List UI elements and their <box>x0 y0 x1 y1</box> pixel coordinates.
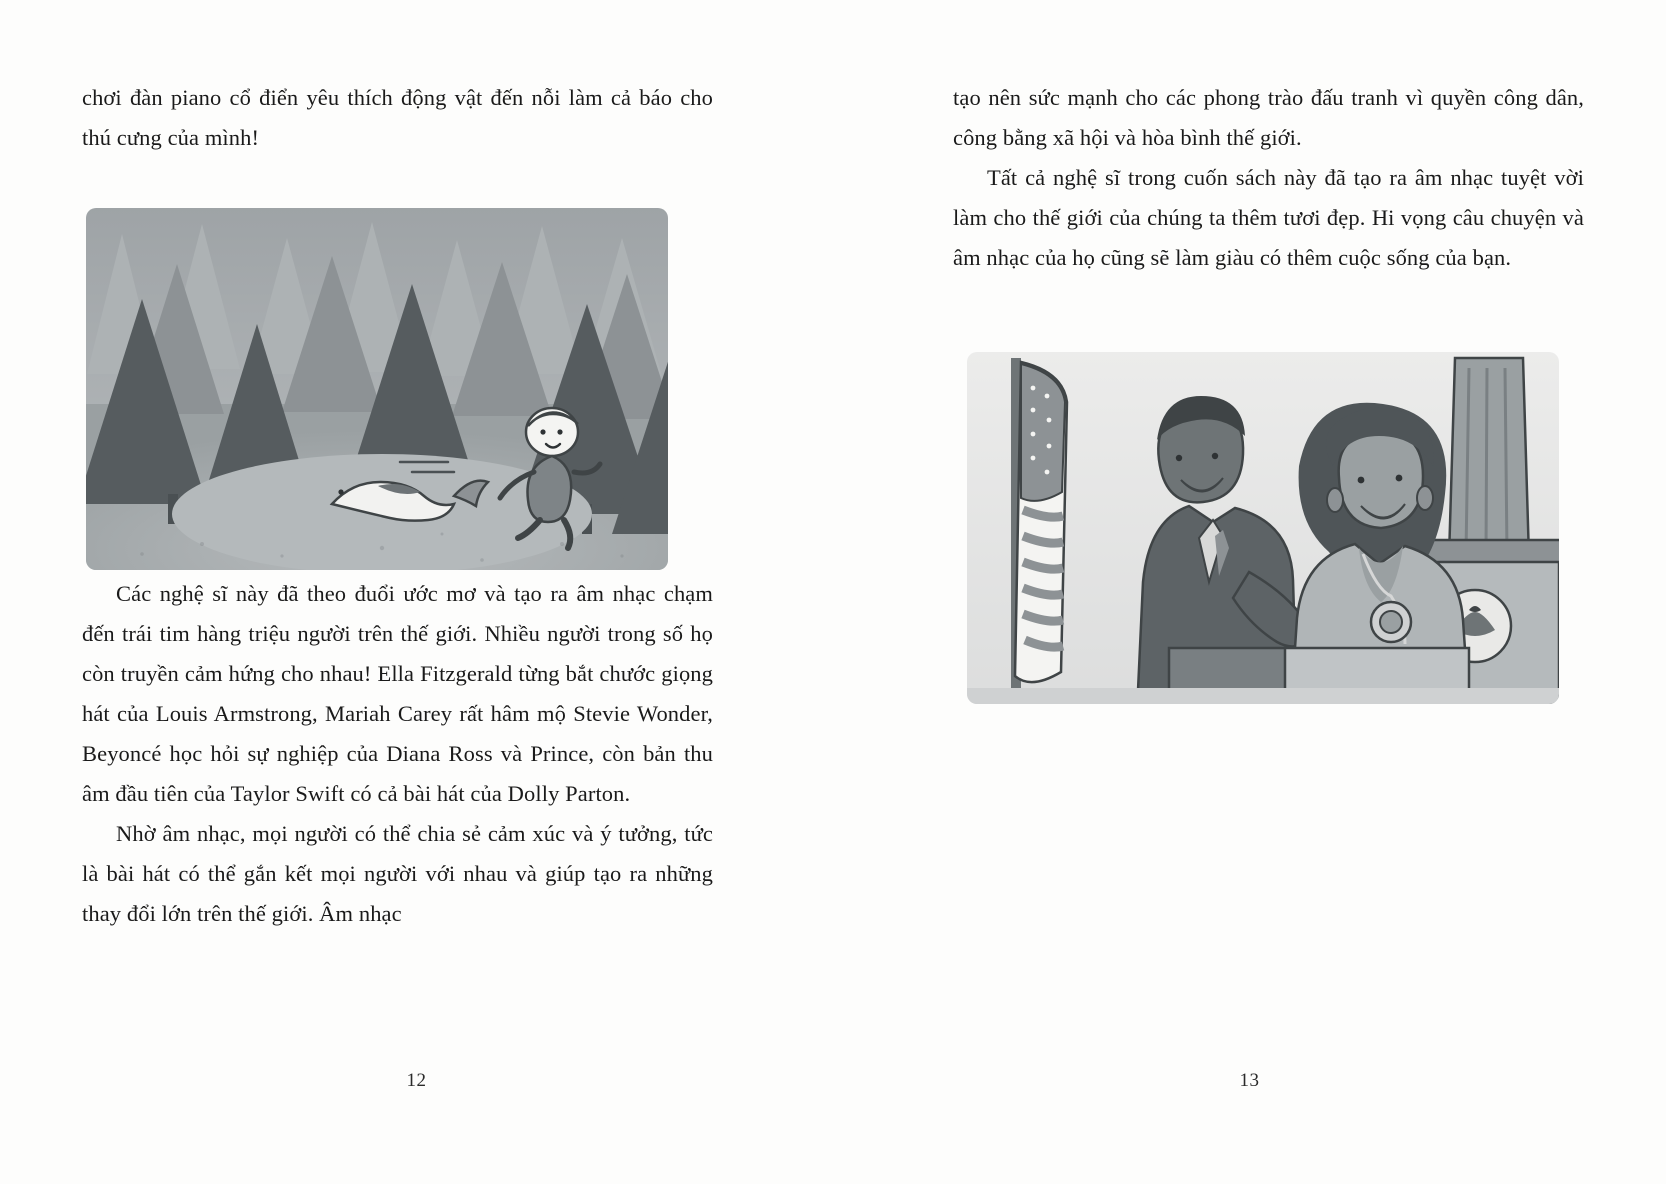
american-flag <box>1011 358 1067 698</box>
left-paragraph-1: chơi đàn piano cổ điển yêu thích động vật đến nỗi làm cả báo cho thú cưng của mình! <box>82 85 713 150</box>
page-number-right-value: 13 <box>1239 1070 1260 1091</box>
right-paragraph-1: tạo nên sức mạnh cho các phong trào đấu tranh vì quyền công dân, công bằng xã hội và hòa bình thế giới. <box>953 85 1584 150</box>
right-paragraph-2: Tất cả nghệ sĩ trong cuốn sách này đã tạo ra âm nhạc tuyệt vời làm cho thế giới của chúng ta thêm tươi đẹp. Hi vọng câu chuyện và âm nhạc của họ cũng sẽ làm giàu có thêm cuộc sống của bạn. <box>953 165 1584 270</box>
page-number-right <box>833 1070 1666 1092</box>
illustration-forest-scene <box>82 204 672 574</box>
page-number-left <box>0 1070 833 1092</box>
right-page <box>833 0 1666 1184</box>
forest-illustration-svg <box>82 204 672 574</box>
left-paragraph-2: Các nghệ sĩ này đã theo đuổi ước mơ và tạo ra âm nhạc chạm đến trái tim hàng triệu người trên thế giới. Nhiều người trong số họ còn truyền cảm hứng cho nhau! Ella Fitzgerald từng bắt chước giọng hát của Louis Armstrong, Mariah Carey rất hâm mộ Stevie Wonder, Beyoncé học hỏi sự nghiệp của Diana Ross và Prince, còn bản thu âm đầu tiên của Taylor Swift có cả bài hát của Dolly Parton. <box>82 581 713 806</box>
page-number-left-value: 12 <box>406 1070 427 1091</box>
medal-ceremony-illustration-svg <box>963 348 1563 708</box>
left-paragraph-3: Nhờ âm nhạc, mọi người có thể chia sẻ cảm xúc và ý tưởng, tức là bài hát có thể gắn kết mọi người với nhau và giúp tạo ra những thay đổi lớn trên thế giới. Âm nhạc <box>82 821 713 926</box>
illustration-medal-ceremony <box>963 348 1563 708</box>
